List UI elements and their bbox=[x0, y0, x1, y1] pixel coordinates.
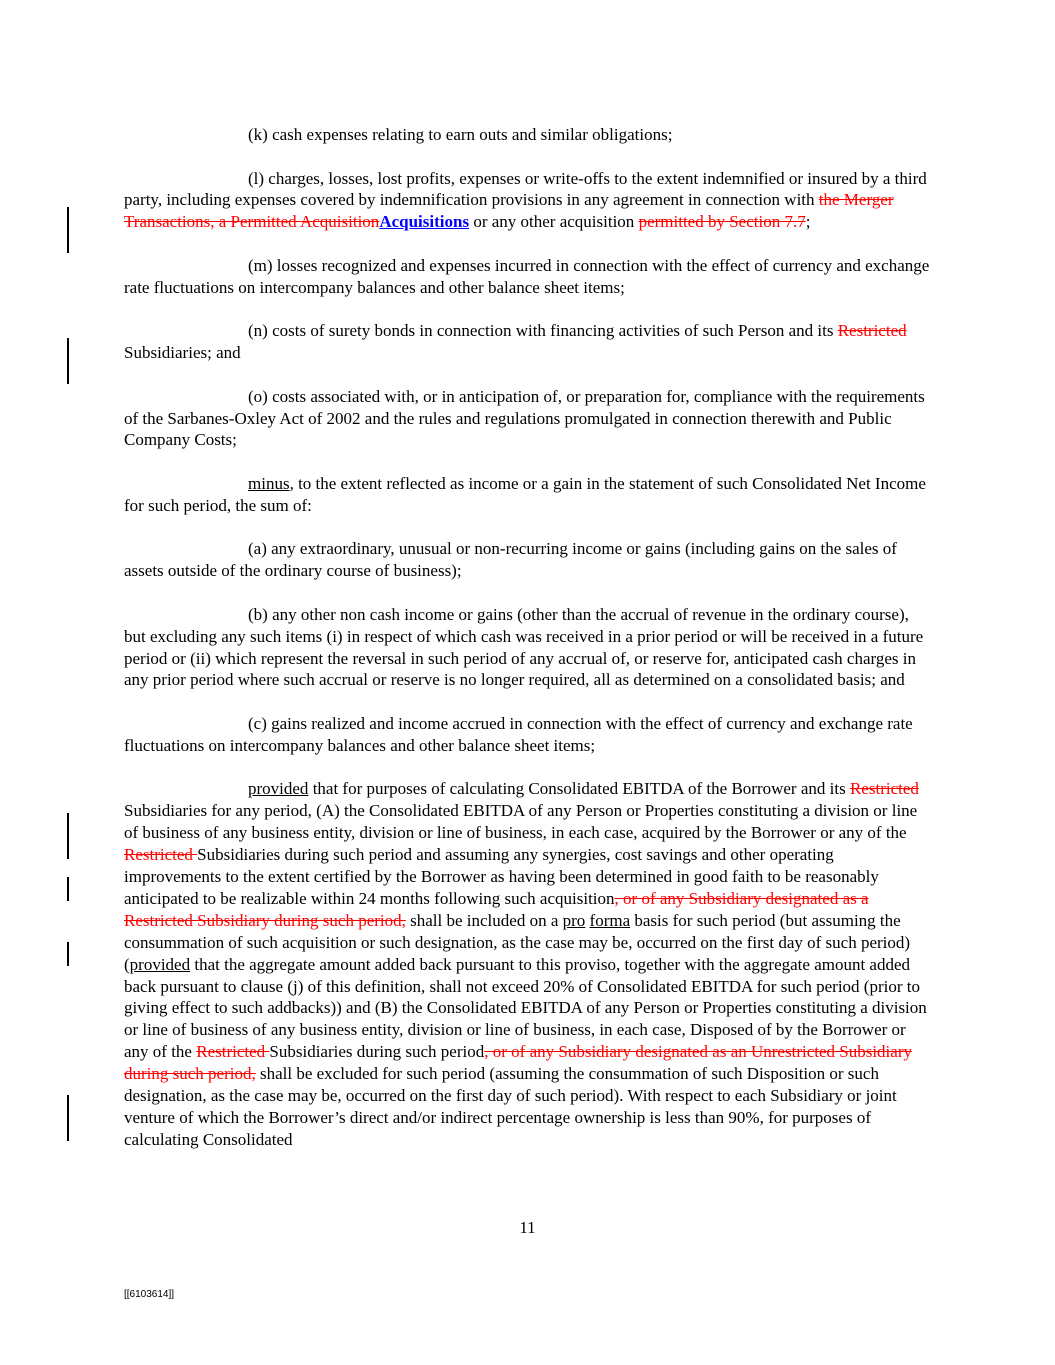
deleted-text: , or of any Subsidiary designated as an Unrestricted Subsidiary during such period, bbox=[124, 1042, 912, 1084]
change-bar bbox=[67, 1095, 69, 1141]
underlined-term: provided bbox=[129, 954, 191, 974]
deleted-text: Restricted bbox=[124, 845, 198, 865]
paragraph-l: (l) charges, losses, lost profits, expenses or write-offs to the extent indemnified or insured by a third party, including expenses covered by indemnification provisions in any agreement in connection with the Merger Transactions, a Permitted AcquisitionAcquisitions or any other acquisition permitted by Section 7.7; bbox=[124, 168, 927, 232]
change-bar bbox=[67, 877, 69, 901]
change-bar bbox=[67, 813, 69, 859]
document-id: [[6103614]] bbox=[124, 1289, 175, 1300]
inserted-text: Acquisitions bbox=[379, 212, 470, 232]
change-bar bbox=[67, 338, 69, 384]
paragraph-n: (n) costs of surety bonds in connection with financing activities of such Person and its Restricted Subsidiaries; and bbox=[124, 321, 907, 363]
paragraph-c: (c) gains realized and income accrued in connection with the effect of currency and exchange rate fluctuations on intercompany balances and other balance sheet items; bbox=[124, 713, 913, 755]
deleted-text: permitted by Section 7.7 bbox=[638, 212, 806, 232]
underlined-term: forma bbox=[589, 910, 631, 930]
paragraph-o: (o) costs associated with, or in anticipation of, or preparation for, compliance with the requirements of the Sarbanes-Oxley Act of 2002 and the rules and regulations promulgated in connection therewith and Public Company Costs; bbox=[124, 386, 925, 450]
underlined-term: minus bbox=[248, 473, 290, 493]
paragraph-a: (a) any extraordinary, unusual or non-recurring income or gains (including gains on the sales of assets outside of the ordinary course of business); bbox=[124, 539, 897, 581]
deleted-text: Restricted bbox=[837, 321, 907, 341]
change-bar bbox=[67, 207, 69, 253]
deleted-text: , or of any Subsidiary designated as a Restricted Subsidiary during such period, bbox=[124, 888, 869, 930]
deleted-text: Restricted bbox=[196, 1042, 270, 1062]
deleted-text: Restricted bbox=[849, 779, 919, 799]
paragraph-k: (k) cash expenses relating to earn outs and similar obligations; bbox=[248, 125, 673, 144]
underlined-term: pro bbox=[562, 910, 586, 930]
change-bar bbox=[67, 942, 69, 966]
underlined-term: provided bbox=[248, 779, 309, 799]
page-number: 11 bbox=[519, 1218, 536, 1237]
paragraph-provided: provided that for purposes of calculating Consolidated EBITDA of the Borrower and its Restricted Subsidiaries for any period, (A) the Consolidated EBITDA of any Person or Properties constituting a division or line of business of any business entity, division or line of business, in each case, acquired by the Borrower or any of the Restricted Subsidiaries during such period and assuming any synergies, cost savings and other operating improvements to the extent certified by the Borrower as having been determined in good faith to be reasonably anticipated to be realizable within 24 months following such acquisition, or of any Subsidiary designated as a Restricted Subsidiary during such period, shall be included on a pro forma basis for such period (but assuming the consummation of such acquisition or such designation, as the case may be, occurred on the first day of such period) (provided that the aggregate amount added back pursuant to this proviso, together with the aggregate amount added back pursuant to clause (j) of this definition, shall not exceed 20% of Consolidated EBITDA for such period (prior to giving effect to such addbacks)) and (B) the Consolidated EBITDA of any Person or Properties constituting a division or line of business of any business entity, division or line of business, in each case, Disposed of by the Borrower or any of the Restricted Subsidiaries during such period, or of any Subsidiary designated as an Unrestricted Subsidiary during such period, shall be excluded for such period (assuming the consummation of such Disposition or such designation, as the case may be, occurred on the first day of such period). With respect to each Subsidiary or joint venture of which the Borrower’s direct and/or indirect percentage ownership is less than 90%, for purposes of calculating Consolidated bbox=[124, 779, 927, 1149]
document-body bbox=[124, 124, 934, 1172]
deleted-text: the Merger Transactions, a Permitted Acquisition bbox=[124, 190, 894, 232]
paragraph-m: (m) losses recognized and expenses incurred in connection with the effect of currency and exchange rate fluctuations on intercompany balances and other balance sheet items; bbox=[124, 255, 930, 297]
paragraph-minus: minus, to the extent reflected as income or a gain in the statement of such Consolidated Net Income for such period, the sum of: bbox=[124, 473, 926, 515]
paragraph-b: (b) any other non cash income or gains (other than the accrual of revenue in the ordinary course), but excluding any such items (i) in respect of which cash was received in a prior period or will be received in a future period or (ii) which represent the reversal in such period of any accrual of, or reserve for, anticipated cash charges in any prior period where such accrual or reserve is no longer required, all as determined on a consolidated basis; and bbox=[124, 604, 924, 690]
